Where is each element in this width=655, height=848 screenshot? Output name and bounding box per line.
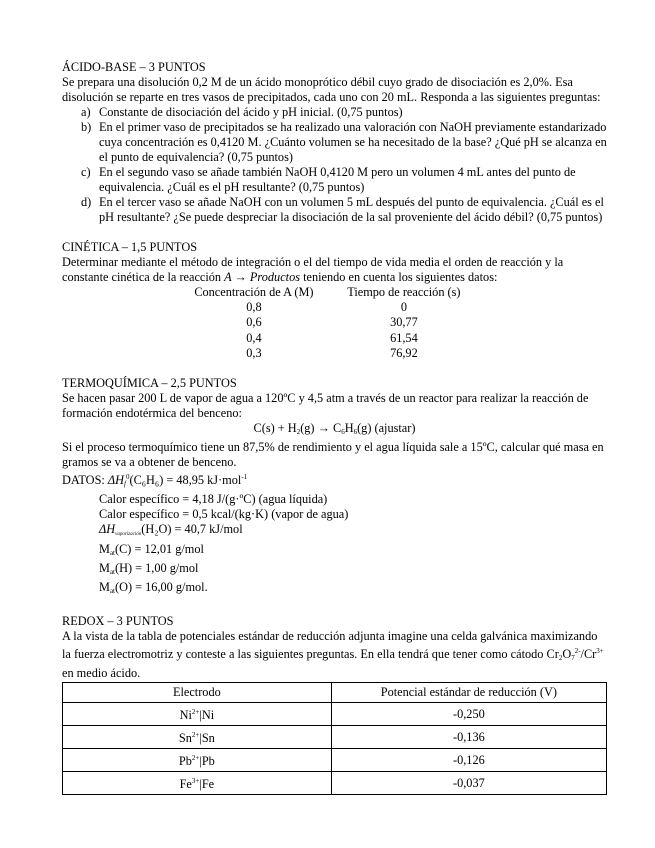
thermo-equation: $C(s) + H_2(g) \to C_6H_6(g)$ (ajustar) (253, 421, 416, 437)
kinetics-intro: Determinar mediante el método de integración o el del tiempo de vida media el orden de reacción y la constante cinética de la reacción A → Productos teniendo en cuenta los siguientes datos: (62, 255, 564, 284)
table-row: 0,3 76,92 (246, 345, 418, 360)
thermo-cp-vapor: Calor específico = 0,5 kcal/(kg·K) (vapor de agua) (99, 507, 349, 522)
exam-page (62, 60, 607, 795)
thermo-heading: TERMOQUÍMICA – 2,5 PUNTOS (62, 376, 237, 391)
table-row: 0,6 30,77 (246, 315, 418, 330)
redox-col-electrode: Electrodo (63, 683, 332, 703)
redox-col-potential: Potencial estándar de reducción (V) (331, 683, 606, 703)
kinetics-heading: CINÉTICA – 1,5 PUNTOS (62, 240, 198, 254)
thermo-question: Si el proceso termoquímico tiene un 87,5% de rendimiento y el agua líquida sale a 15ºC, calcular qué masa en gramos se va a obtener de benceno. (62, 440, 604, 470)
redox-table (62, 682, 607, 795)
thermo-section (62, 376, 607, 599)
redox-intro: A la vista de la tabla de potenciales estándar de reducción adjunta imagine una celda galvánica maximizando la fuerza electromotriz y conteste a las siguientes preguntas. En ella tendrá que tener como cátodo $Cr_2O_7^{2-}/Cr^{3+}$ en medio ácido. (62, 629, 604, 681)
question-b: b) En el primer vaso de precipitados se ha realizado una valoración con NaOH previamente estandarizado cuya concentración es 0,4120 M. ¿Cuánto volumen se ha necesitado de la base? ¿Qué pH se alcanza en el punto de equivalencia? (0,75 puntos) (81, 120, 607, 164)
thermo-data: DATOS: $\Delta H_f^0(C_6H_6) = 48,95$ kJ·mol$^{-1}$ (62, 473, 248, 489)
acid-base-questions (62, 105, 607, 225)
table-row: 0,8 0 (246, 300, 407, 315)
kinetics-section (62, 240, 607, 361)
redox-section (62, 614, 607, 795)
kinetics-table (177, 285, 477, 361)
acid-base-heading: ÁCIDO-BASE – 3 PUNTOS (62, 60, 206, 74)
kinetics-col-conc: Concentración de A (M) (194, 285, 314, 299)
redox-heading: REDOX – 3 PUNTOS (62, 614, 174, 629)
acid-base-section (62, 60, 607, 225)
thermo-mass-c: $M_{at}(C) = 12,01$ g/mol (99, 542, 204, 558)
question-d: d) En el tercer vaso se añade NaOH con un volumen 5 mL después del punto de equivalencia. ¿Cuál es el pH resultante? ¿Se puede despreciar la disociación de la sal proveniente del ácido débil? (0,75 puntos) (81, 195, 604, 224)
table-row: $Sn^{2+}|Sn$ -0,136 (63, 726, 607, 749)
question-c: c) En el segundo vaso se añade también NaOH 0,4120 M pero un volumen 4 mL antes del punto de equivalencia. ¿Cuál es el pH resultante? (0,75 puntos) (81, 165, 576, 194)
kinetics-col-time: Tiempo de reacción (s) (347, 285, 461, 299)
kinetics-reaction: A → Productos (224, 270, 301, 284)
table-row: $Pb^{2+}|Pb$ -0,126 (63, 749, 607, 772)
table-row: 0,4 61,54 (246, 330, 418, 345)
table-row: $Fe^{3+}|Fe$ -0,037 (63, 772, 607, 795)
thermo-vaporization: $\Delta H_{vaporización}(H_2O) = 40,7$ kJ/mol (99, 522, 243, 538)
thermo-cp-liquid: Calor específico = 4,18 J/(g·ºC) (agua líquida) (99, 492, 328, 507)
question-a: a) Constante de disociación del ácido y pH inicial. (0,75 puntos) (81, 105, 403, 119)
thermo-mass-h: $M_{at}(H) = 1,00$ g/mol (99, 561, 199, 577)
acid-base-intro: Se prepara una disolución 0,2 M de un ácido monoprótico débil cuyo grado de disociación es 2,0%. Esa disolución se reparte en tres vasos de precipitados, cada uno con 20 mL. Responda a las siguientes preguntas: (62, 75, 601, 104)
thermo-intro: Se hacen pasar 200 L de vapor de agua a 120ºC y 4,5 atm a través de un reactor para realizar la reacción de formación endotérmica del benceno: (62, 391, 589, 421)
table-row: $Ni^{2+}|Ni$ -0,250 (63, 703, 607, 726)
thermo-mass-o: $M_{at}(O) = 16,00$ g/mol. (99, 580, 208, 596)
